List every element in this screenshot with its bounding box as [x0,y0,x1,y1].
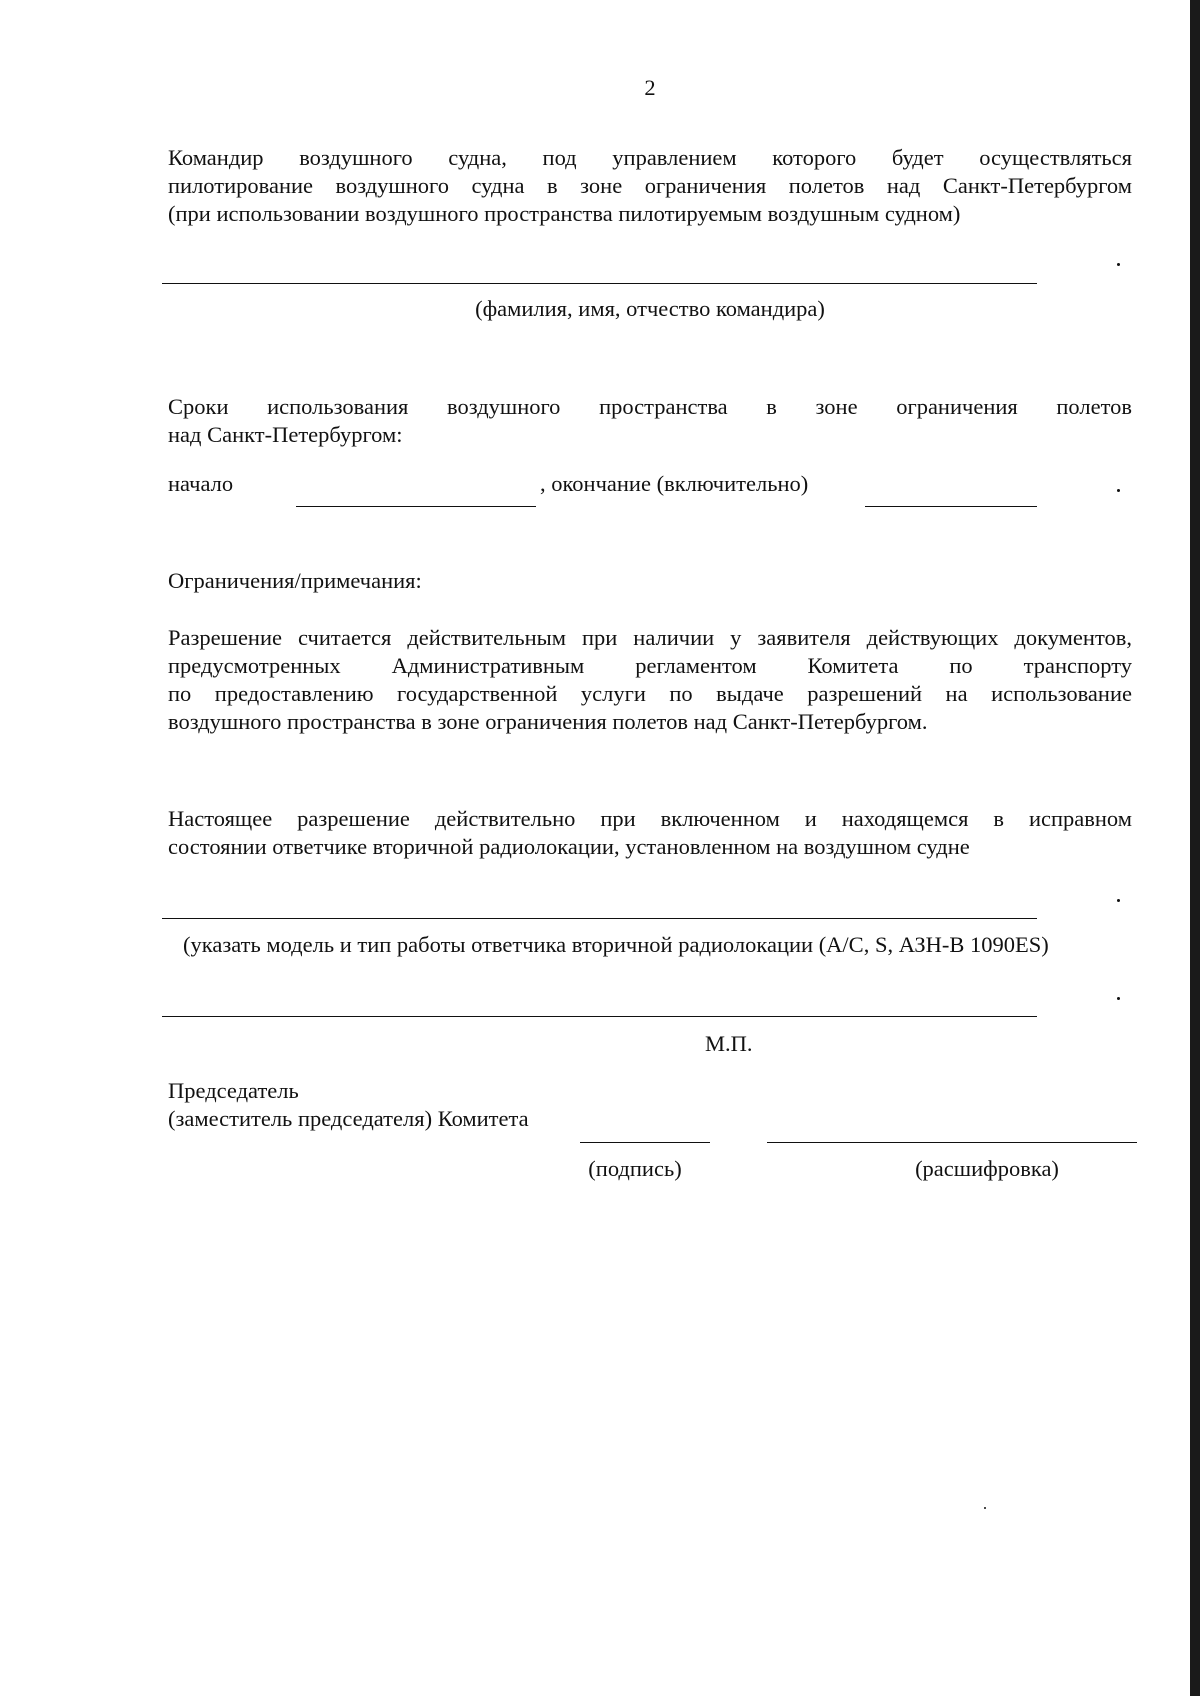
stamp-mark: М.П. [705,1031,753,1056]
scan-speck [984,1507,986,1509]
page-number: 2 [644,75,656,100]
end-label: , окончание (включительно) [540,471,809,496]
terms-paragraph [168,393,1132,449]
signature-line [580,1142,710,1143]
signature-caption: (подпись) [588,1156,682,1181]
transponder-line-2: состоянии ответчике вторичной радиолокации, установленном на воздушном судне [168,834,970,859]
validity-line-4: воздушного пространства в зоне ограничения полетов над Санкт-Петербургом. [168,709,928,734]
transponder-line-1: Настоящее разрешение действительно при включенном и находящемся в исправном [168,806,1132,831]
transponder-extra-line [162,1016,1037,1017]
terms-line-1: Сроки использования воздушного пространства в зоне ограничения полетов [168,394,1132,419]
commander-paragraph [168,144,1132,228]
start-date-line [296,506,536,507]
dot-mark [1117,899,1120,902]
commander-line-1: Командир воздушного судна, под управлением которого будет осуществляться [168,145,1132,170]
commander-name-caption: (фамилия, имя, отчество командира) [475,296,825,321]
terms-line-2: над Санкт-Петербургом: [168,422,403,447]
transponder-model-line [162,918,1037,919]
commander-name-line [162,283,1037,284]
signatory-title-line-1: Председатель [168,1078,299,1103]
commander-line-2: пилотирование воздушного судна в зоне ограничения полетов над Санкт-Петербургом [168,173,1132,198]
dot-mark [1117,997,1120,1000]
decoding-caption: (расшифровка) [915,1156,1059,1181]
validity-docs-paragraph [168,624,1132,736]
validity-line-3: по предоставлению государственной услуги по выдаче разрешений на использование [168,681,1132,706]
dot-mark [1117,489,1120,492]
signatory-title-line-2: (заместитель председателя) Комитета [168,1106,529,1131]
validity-line-1: Разрешение считается действительным при наличии у заявителя действующих документов, [168,625,1132,650]
restrictions-heading: Ограничения/примечания: [168,568,422,593]
commander-line-3: (при использовании воздушного пространства пилотируемым воздушным судном) [168,201,961,226]
start-label: начало [168,471,234,496]
dot-mark [1117,263,1120,266]
end-date-line [865,506,1037,507]
transponder-caption: (указать модель и тип работы ответчика вторичной радиолокации (А/С, S, АЗН-В 1090ES) [183,932,1049,957]
scan-edge [1190,0,1200,1696]
decoding-line [767,1142,1137,1143]
transponder-paragraph [168,805,1132,861]
validity-line-2: предусмотренных Административным регламентом Комитета по транспорту [168,653,1132,678]
